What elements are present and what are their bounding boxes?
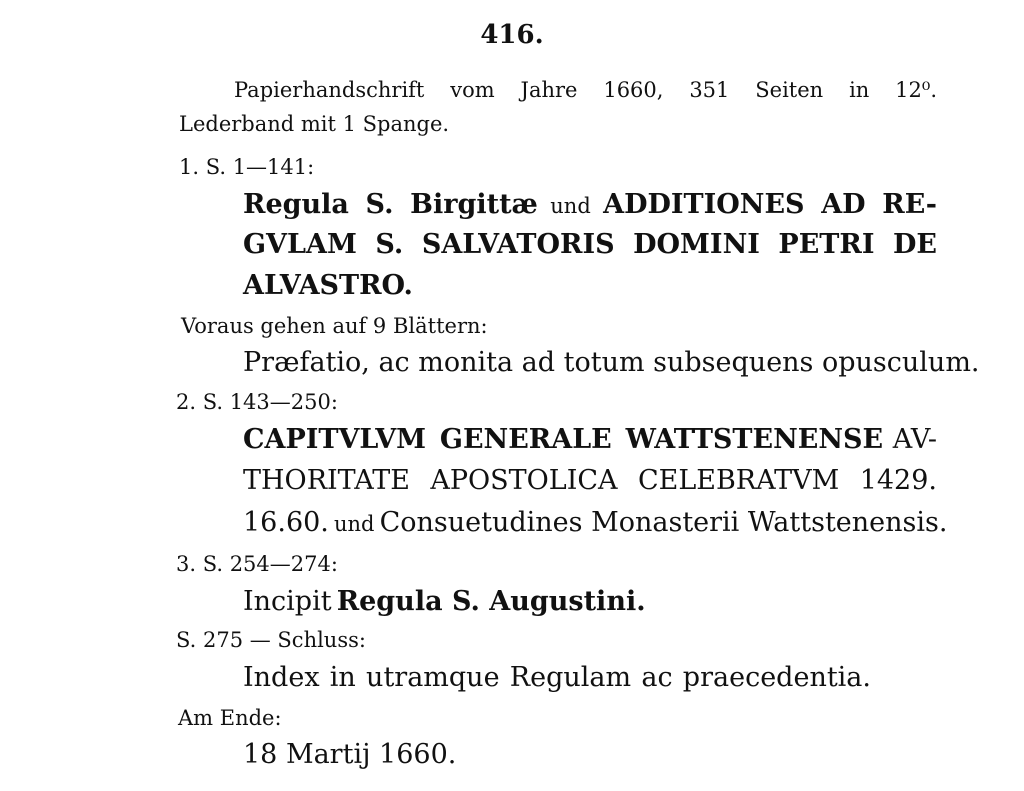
section-4-text: Index in utramque Regulam ac praecedentia.	[243, 662, 871, 693]
title-capitulum: CAPITVLVM GENERALE WATTSTENENSE	[243, 424, 884, 455]
title-regula-augustini: Regula S. Augustini.	[336, 586, 646, 617]
section-1-title-line-1	[243, 191, 937, 218]
section-3-label: 3. S. 254—274:	[176, 552, 338, 576]
title-av-hyphen: AV-	[892, 424, 937, 455]
incipit: Incipit	[243, 586, 332, 617]
page-number: 416.	[480, 20, 544, 50]
connector-und: und	[550, 194, 591, 218]
section-2-title-line-3	[243, 507, 948, 538]
end-label: Am Ende:	[178, 706, 282, 730]
intro-line-1: Papierhandschrift vom Jahre 1660, 351 Seiten in 12⁰.	[234, 78, 937, 102]
voraus-text: Præfatio, ac monita ad totum subsequens opusculum.	[243, 347, 980, 378]
title-additiones: ADDITIONES AD RE-	[603, 189, 937, 220]
voraus-label: Voraus gehen auf 9 Blättern:	[181, 314, 488, 338]
title-regula-birgittae: Regula S. Birgittæ	[243, 189, 538, 220]
section-3-title	[243, 588, 646, 615]
year-1660: 16.60.	[243, 507, 329, 538]
section-4-label: S. 275 — Schluss:	[176, 628, 366, 652]
section-1-label: 1. S. 1—141:	[179, 155, 315, 179]
section-2-title-line-1	[243, 426, 937, 453]
section-1-title-line-3: ALVASTRO.	[243, 270, 413, 301]
section-1-title-line-2: GVLAM S. SALVATORIS DOMINI PETRI DE	[243, 229, 937, 260]
end-date: 18 Martij 1660.	[243, 739, 457, 770]
connector-und-2: und	[333, 512, 375, 536]
section-2-label: 2. S. 143—250:	[176, 390, 338, 414]
intro-line-2: Lederband mit 1 Spange.	[179, 112, 450, 136]
section-2-title-line-2: THORITATE APOSTOLICA CELEBRATVM 1429.	[243, 465, 937, 496]
title-consuetudines: Consuetudines Monasterii Wattstenensis.	[379, 507, 948, 538]
